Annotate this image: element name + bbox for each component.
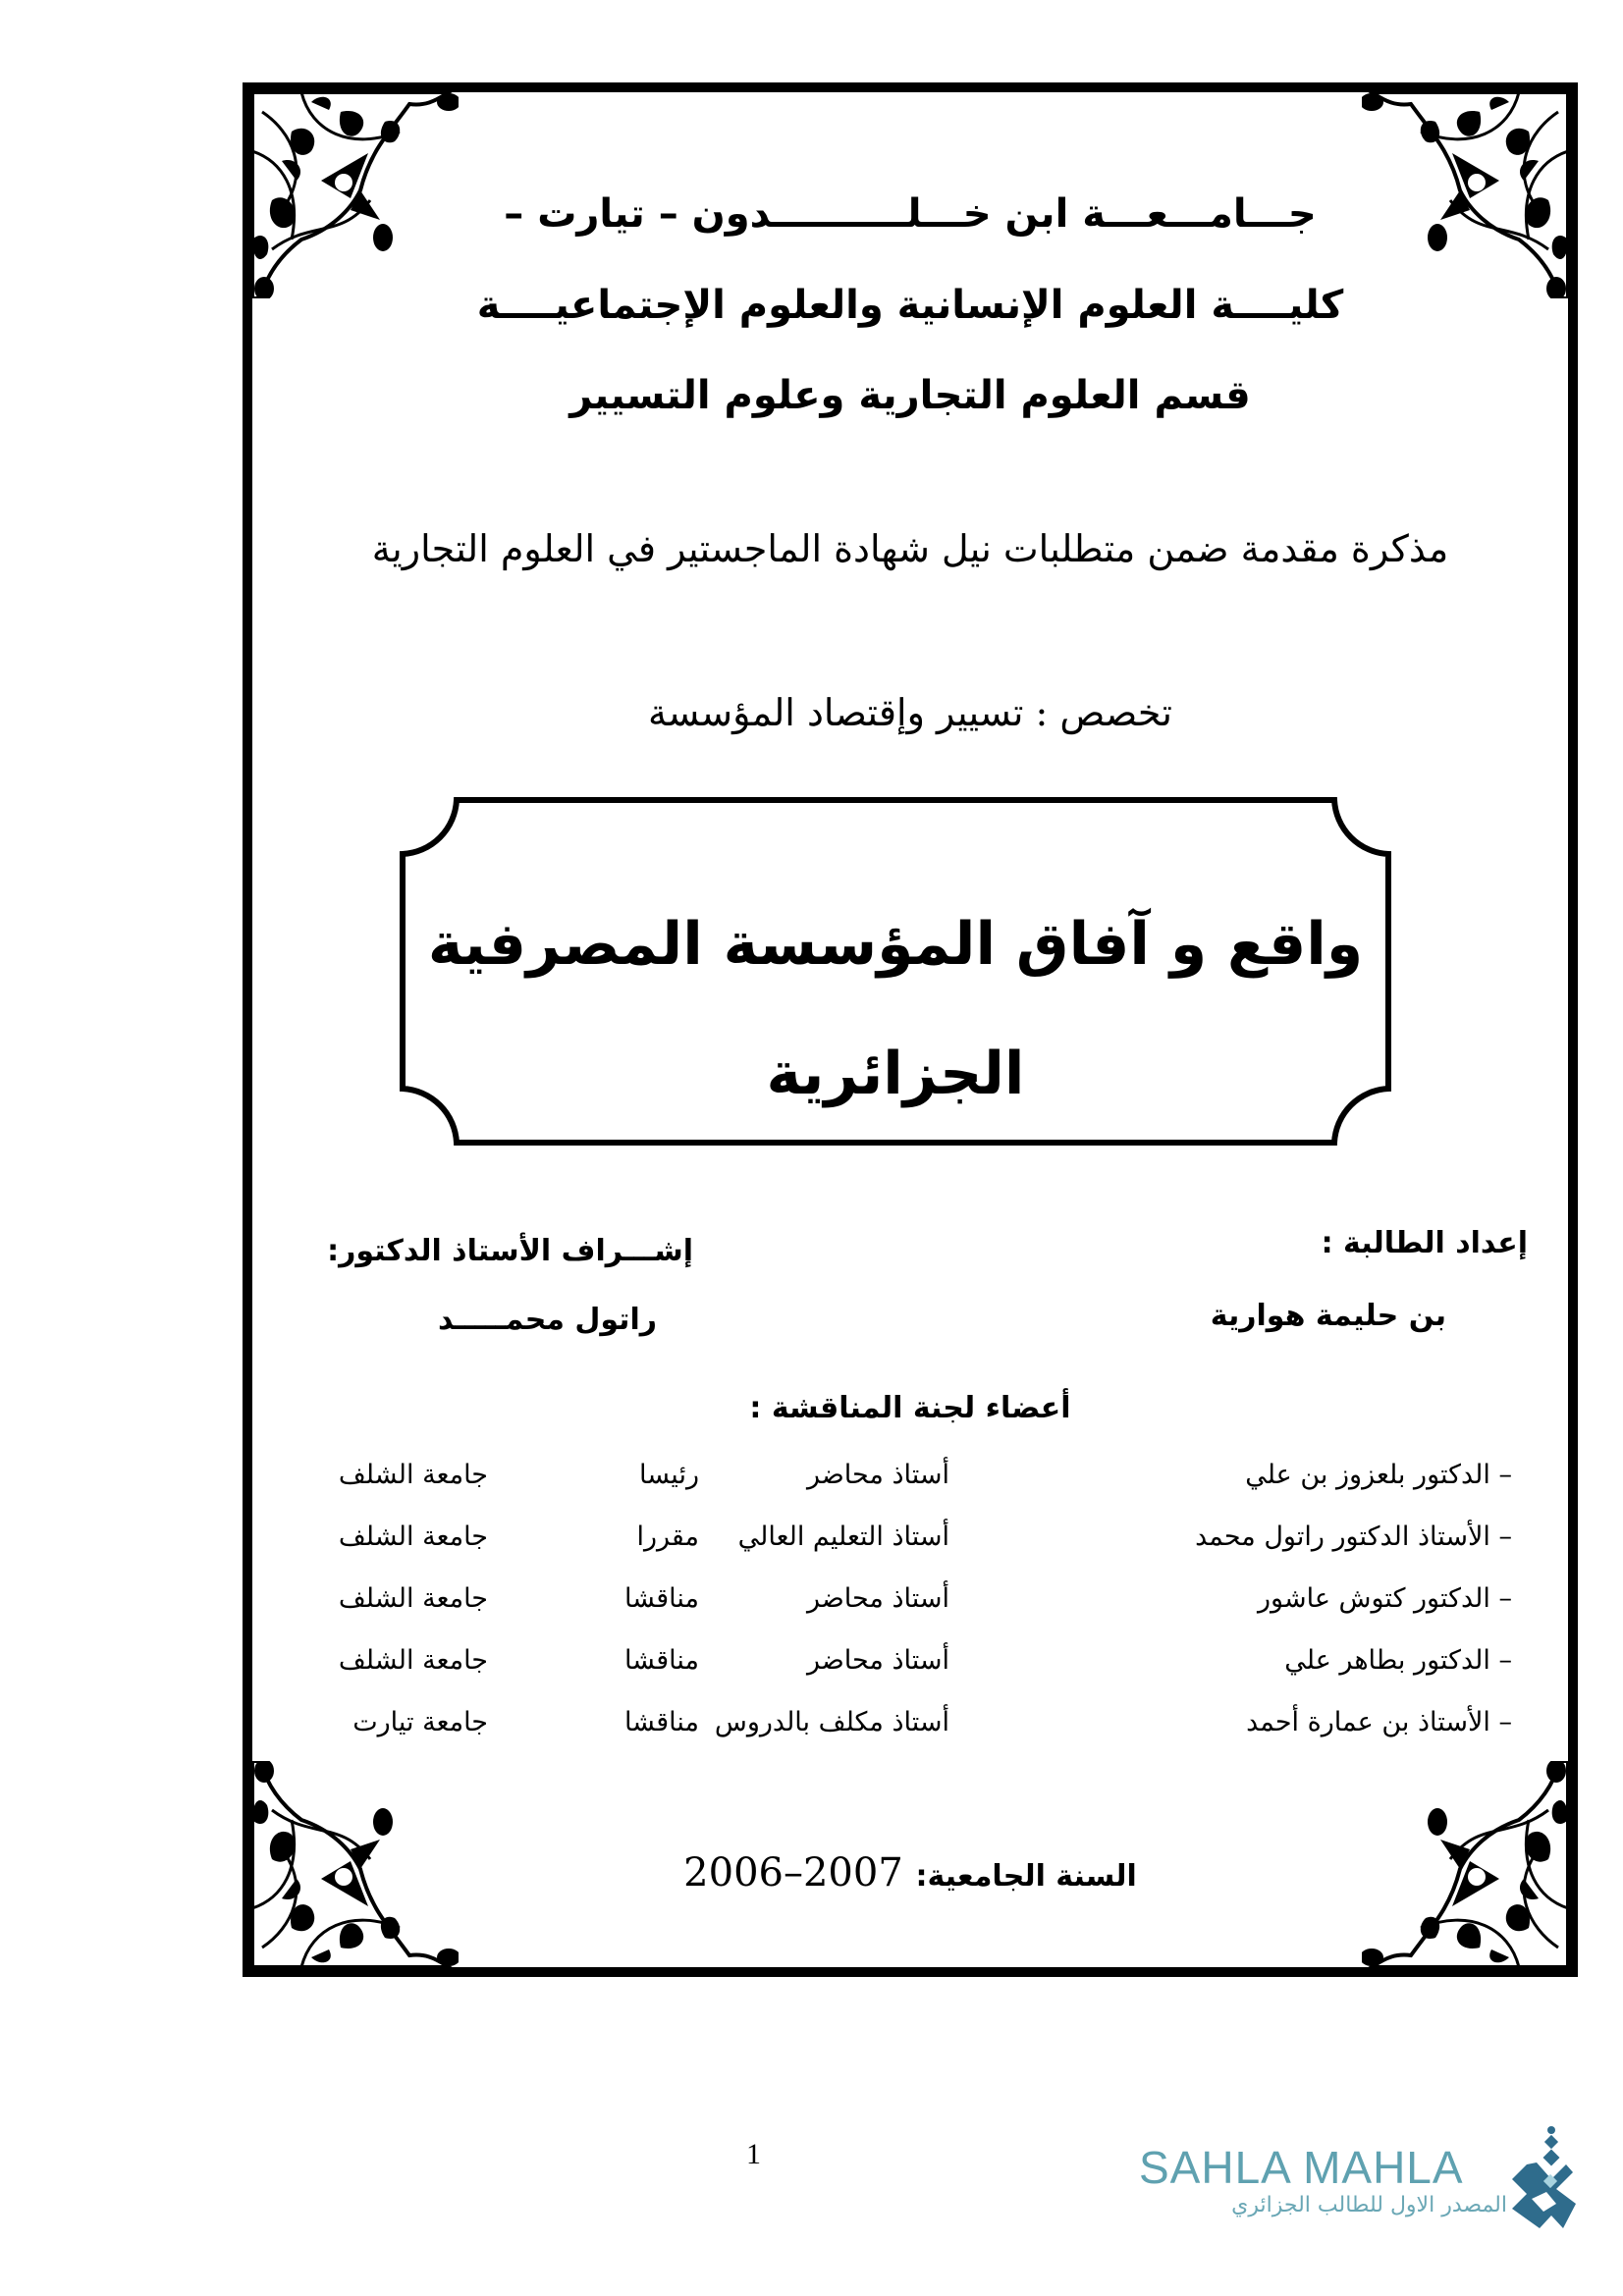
member-role: رئيسا: [638, 1460, 699, 1490]
member-title: أستاذ محاضر: [806, 1583, 949, 1614]
committee-row: [243, 1639, 1578, 1682]
committee-row: [243, 1516, 1578, 1559]
faculty-name: كليــــة العلوم الإنسانية والعلوم الإجتماعيــــة: [476, 283, 1344, 328]
member-role: مناقشا: [623, 1583, 699, 1614]
committee-label: أعضاء لجنة المناقشة :: [749, 1391, 1071, 1425]
member-title: أستاذ التعليم العالي: [737, 1522, 949, 1552]
student-name: بن حليمة هوارية: [1210, 1299, 1446, 1333]
member-title: أستاذ مكلف بالدروس: [714, 1707, 949, 1737]
committee-row: [243, 1454, 1578, 1497]
member-university: جامعة الشلف: [338, 1583, 488, 1614]
thesis-title-box: [400, 797, 1391, 1146]
member-role: مناقشا: [623, 1707, 699, 1737]
member-name: – الدكتور كتوش عاشور: [1258, 1583, 1512, 1614]
committee-row: [243, 1701, 1578, 1744]
member-role: مناقشا: [623, 1645, 699, 1676]
committee-row: [243, 1577, 1578, 1621]
thesis-title-line-1: واقع و آفاق المؤسسة المصرفية: [427, 910, 1364, 979]
academic-year-label: السنة الجامعية:: [915, 1859, 1137, 1894]
member-name: – الدكتور بطاهر علي: [1284, 1645, 1512, 1676]
member-role: مقررا: [636, 1522, 699, 1552]
sahla-mahla-watermark: [1139, 2125, 1581, 2233]
specialty-line: تخصص : تسيير وإقتصاد المؤسسة: [648, 691, 1172, 734]
department-name: قسم العلوم التجارية وعلوم التسيير: [569, 373, 1251, 418]
member-title: أستاذ محاضر: [806, 1645, 949, 1676]
member-name: – الدكتور بلعزوز بن علي: [1245, 1460, 1512, 1490]
member-university: جامعة تيارت: [352, 1707, 488, 1737]
member-name: – الأستاذ بن عمارة أحمد: [1246, 1707, 1512, 1737]
supervisor-label: إشـــراف الأستاذ الدكتور:: [327, 1234, 693, 1268]
thesis-title-line-2: الجزائرية: [766, 1040, 1025, 1108]
member-name: – الأستاذ الدكتور راتول محمد: [1195, 1522, 1512, 1552]
member-university: جامعة الشلف: [338, 1460, 488, 1490]
watermark-tagline: المصدر الاول للطالب الجزائري: [1231, 2193, 1507, 2217]
page-number: 1: [746, 2138, 761, 2170]
academic-year-value: 2006–2007: [683, 1850, 903, 1896]
watermark-logo-icon: [1502, 2125, 1581, 2233]
member-university: جامعة الشلف: [338, 1645, 488, 1676]
university-name: جـــامـــعـــة ابن خـــلــــــــــدون – تيارت –: [504, 191, 1317, 237]
academic-year: [243, 1845, 1578, 1904]
member-title: أستاذ محاضر: [806, 1460, 949, 1490]
member-university: جامعة الشلف: [338, 1522, 488, 1552]
memo-statement: مذكرة مقدمة ضمن متطلبات نيل شهادة الماجستير في العلوم التجارية: [371, 527, 1449, 570]
watermark-brand: SAHLA MAHLA: [1139, 2142, 1464, 2193]
student-label: إعداد الطالبة :: [1321, 1226, 1528, 1260]
supervisor-name: راتول محمـــــد: [437, 1303, 657, 1337]
